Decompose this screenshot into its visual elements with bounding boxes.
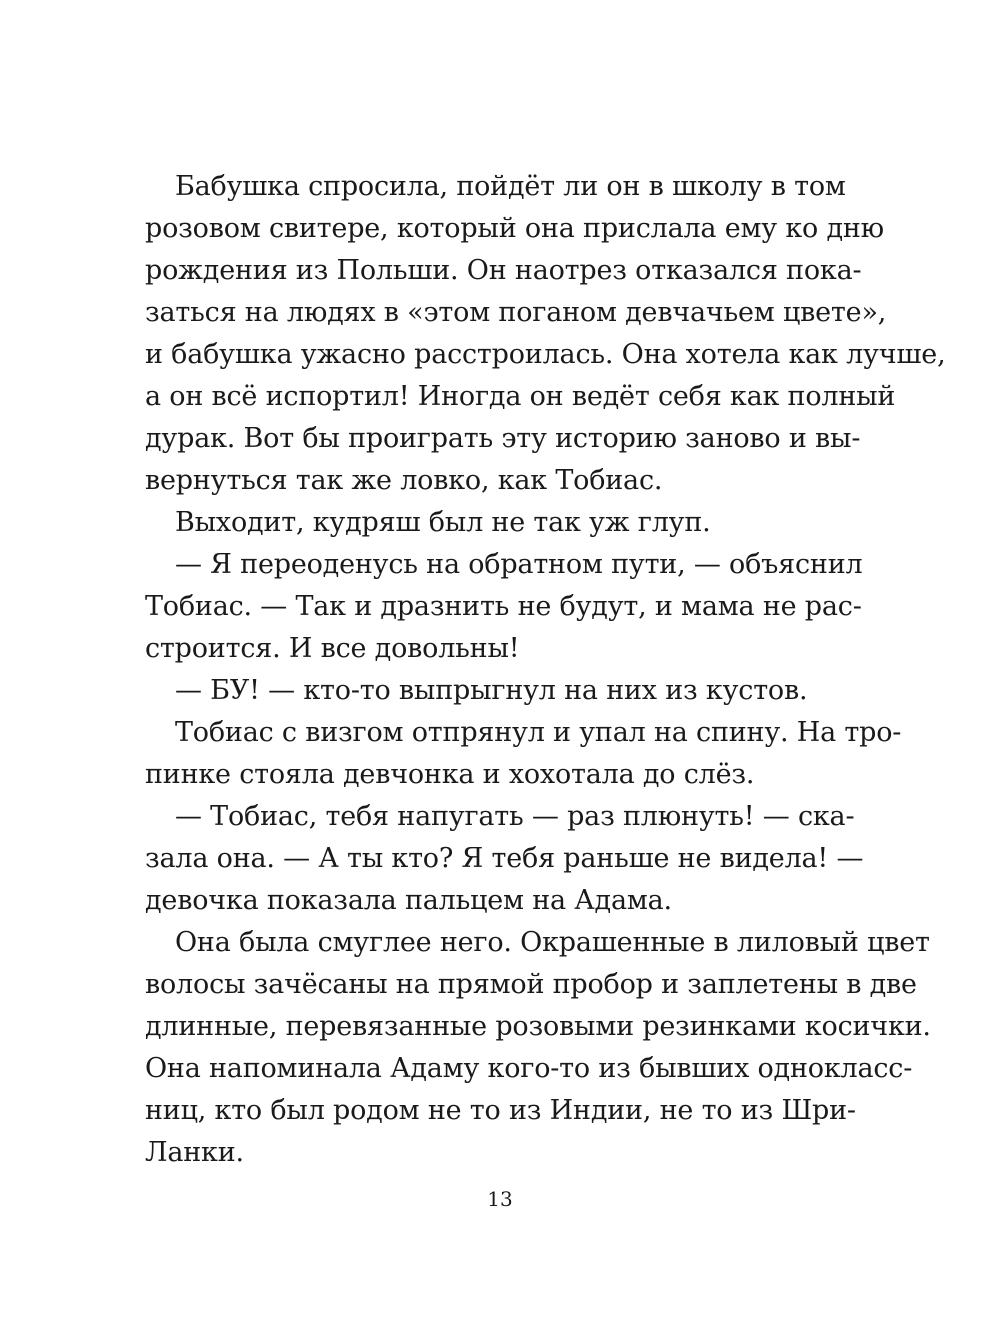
text-line: зала она. — А ты кто? Я тебя раньше не видела! — [145,843,864,874]
text-line: Тобиас. — Так и дразнить не будут, и мама не рас- [145,591,862,622]
text-line: заться на людях в «этом поганом девчачьем цвете», [145,297,887,328]
text-line: пинке стояла девчонка и хохотала до слёз. [145,759,755,790]
text-line: — Я переоденусь на обратном пути, — объяснил [175,549,863,580]
text-line: девочка показала пальцем на Адама. [145,885,672,916]
text-line: Тобиас с визгом отпрянул и упал на спину. На тро- [175,717,902,748]
text-line: рождения из Польши. Он наотрез отказался пока- [145,255,862,286]
body-text [145,166,946,1174]
page-number: 13 [487,1187,513,1211]
text-line: Она была смуглее него. Окрашенные в лиловый цвет [175,927,930,958]
text-line: дурак. Вот бы проиграть эту историю заново и вы- [145,423,861,454]
text-line: — БУ! — кто-то выпрыгнул на них из кустов. [175,675,808,706]
text-line: розовом свитере, который она прислала ему ко дню [145,213,884,244]
text-line: Она напоминала Адаму кого-то из бывших однокласс- [145,1053,913,1084]
text-line: Ланки. [145,1137,244,1168]
text-line: ниц, кто был родом не то из Индии, не то из Шри- [145,1095,856,1126]
text-line: Бабушка спросила, пойдёт ли он в школу в том [175,171,846,202]
text-line: вернуться так же ловко, как Тобиас. [145,465,663,496]
text-line: и бабушка ужасно расстроилась. Она хотела как лучше, [145,339,946,370]
text-line: — Тобиас, тебя напугать — раз плюнуть! — ска- [175,801,855,832]
text-line: строится. И все довольны! [145,633,520,664]
text-line: а он всё испортил! Иногда он ведёт себя как полный [145,381,896,412]
text-line: Выходит, кудряш был не так уж глуп. [175,507,711,538]
text-line: длинные, перевязанные розовыми резинками косички. [145,1011,931,1042]
text-line: волосы зачёсаны на прямой пробор и заплетены в две [145,969,917,1000]
